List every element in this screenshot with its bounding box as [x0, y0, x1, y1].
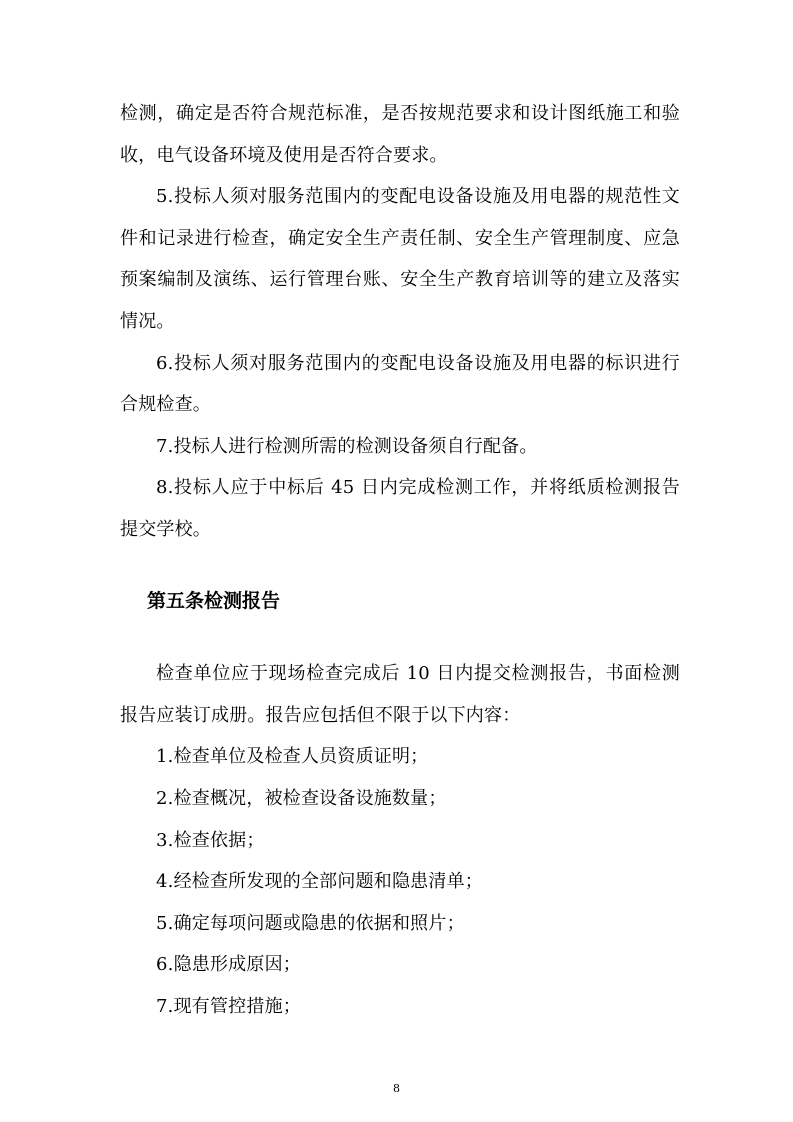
- paragraph-item-5: 5.投标人须对服务范围内的变配电设备设施及用电器的规范性文件和记录进行检查，确定安全生产责任制、安全生产管理制度、应急预案编制及演练、运行管理台账、安全生产教育培训等的建立及落实情况。: [120, 186, 680, 332]
- paragraph-item-7: 7.投标人进行检测所需的检测设备须自行配备。: [156, 435, 538, 457]
- list-item: 5.确定每项问题或隐患的依据和照片；: [156, 912, 465, 934]
- report-intro-paragraph: 检查单位应于现场检查完成后 10 日内提交检测报告，书面检测报告应装订成册。报告应包括但不限于以下内容：: [120, 663, 680, 726]
- list-item: 6.隐患形成原因；: [156, 954, 301, 976]
- list-item: 2.检查概况，被检查设备设施数量；: [156, 787, 447, 809]
- document-body: [120, 93, 680, 1027]
- list-item: 4.经检查所发现的全部问题和隐患清单；: [156, 871, 483, 893]
- list-item: 7.现有管控措施；: [156, 995, 301, 1017]
- list-item: 1.检查单位及检查人员资质证明；: [156, 746, 429, 768]
- paragraph-item-8: 8.投标人应于中标后 45 日内完成检测工作，并将纸质检测报告提交学校。: [120, 477, 680, 540]
- list-item: 3.检查依据；: [156, 829, 265, 851]
- page-number: 8: [393, 1082, 400, 1095]
- paragraph-continued: 检测，确定是否符合规范标准，是否按规范要求和设计图纸施工和验收，电气设备环境及使用是否符合要求。: [120, 103, 680, 166]
- section-heading: 第五条检测报告: [147, 589, 281, 612]
- paragraph-item-6: 6.投标人须对服务范围内的变配电设备设施及用电器的标识进行合规检查。: [120, 352, 680, 416]
